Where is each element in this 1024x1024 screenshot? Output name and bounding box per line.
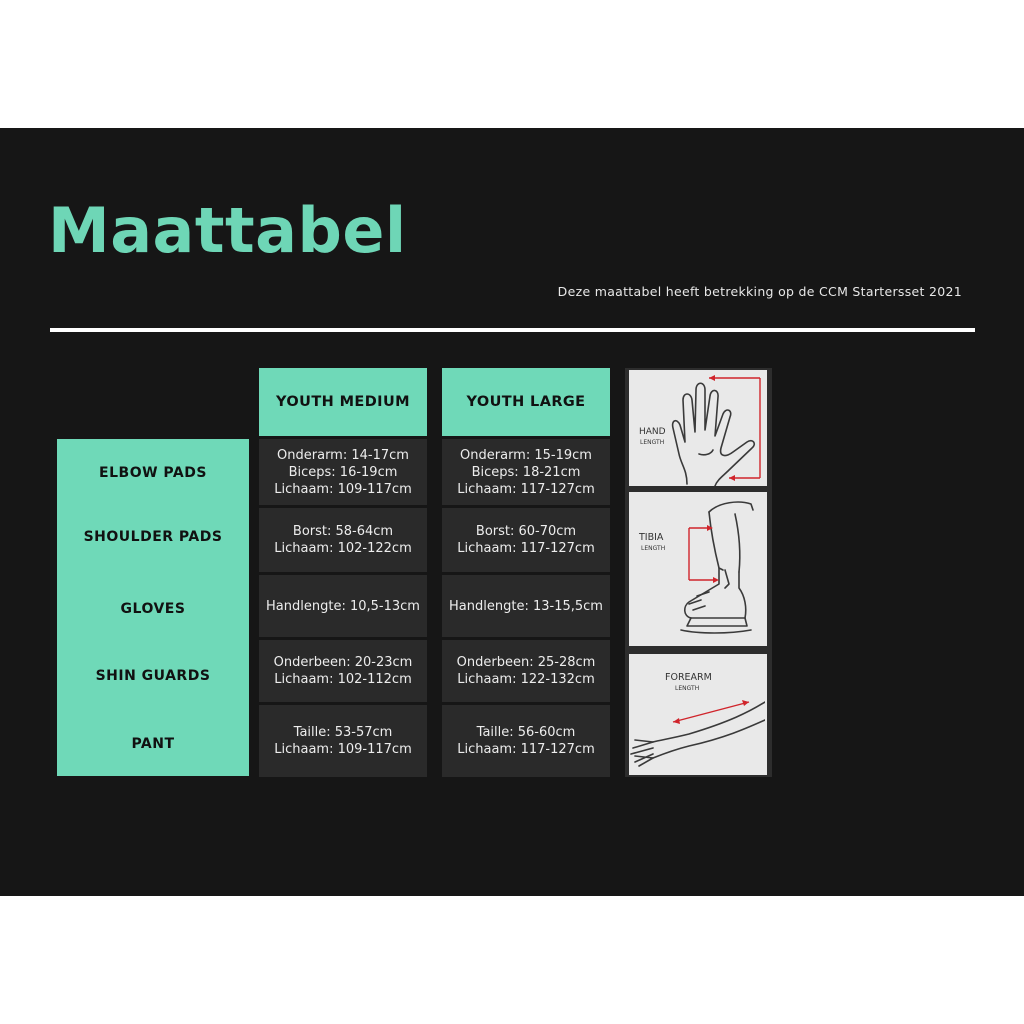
row-label-elbow-pads: ELBOW PADS <box>99 465 207 481</box>
cell-line: Biceps: 18-21cm <box>471 464 581 480</box>
forearm-length-illustration <box>629 654 767 775</box>
cell-line: Lichaam: 109-117cm <box>274 742 412 757</box>
row-label-gloves: GLOVES <box>120 601 186 617</box>
column-header-youth-large: YOUTH LARGE <box>442 368 610 436</box>
cell-line: Onderbeen: 25-28cm <box>456 655 596 670</box>
cell-line: Lichaam: 117-127cm <box>457 742 595 757</box>
row-label-column <box>57 439 249 776</box>
page-title: Maattabel <box>48 194 407 267</box>
cell-large-gloves <box>442 575 610 637</box>
forearm-label: FOREARM <box>665 672 712 683</box>
tibia-length-illustration <box>629 492 767 646</box>
tibia-label-sub: LENGTH <box>641 545 666 552</box>
hand-label-sub: LENGTH <box>640 439 665 446</box>
hand-icon <box>673 383 755 486</box>
cell-line: Borst: 58-64cm <box>292 524 394 539</box>
skate-leg-icon <box>681 502 753 633</box>
cell-medium-shin-guards <box>259 640 427 702</box>
divider <box>50 328 975 332</box>
cell-line: Onderarm: 14-17cm <box>277 447 409 463</box>
row-label-pant: PANT <box>131 736 175 752</box>
measure-arrow-icon <box>673 700 749 724</box>
measure-arrow-icon <box>689 525 719 583</box>
cell-line: Handlengte: 13-15,5cm <box>449 598 603 614</box>
hand-length-illustration <box>629 370 767 486</box>
cell-large-shin-guards <box>442 640 610 702</box>
row-label-shin-guards: SHIN GUARDS <box>95 668 211 684</box>
page-subtitle: Deze maattabel heeft betrekking op de CCM Startersset 2021 <box>557 284 962 299</box>
column-header-youth-medium: YOUTH MEDIUM <box>259 368 427 436</box>
cell-line: Lichaam: 102-112cm <box>274 672 412 687</box>
cell-line: Taille: 53-57cm <box>293 725 393 740</box>
cell-line: Onderarm: 15-19cm <box>460 447 592 463</box>
cell-line: Lichaam: 122-132cm <box>457 672 595 687</box>
cell-medium-pant <box>259 705 427 777</box>
forearm-label-sub: LENGTH <box>675 685 700 692</box>
cell-line: Lichaam: 117-127cm <box>457 481 595 497</box>
cell-line: Lichaam: 102-122cm <box>274 541 412 556</box>
row-label-shoulder-pads: SHOULDER PADS <box>83 529 223 545</box>
arm-icon <box>631 702 765 766</box>
size-chart-panel <box>0 128 1024 896</box>
cell-large-elbow-pads <box>442 439 610 505</box>
cell-medium-elbow-pads <box>259 439 427 505</box>
cell-line: Taille: 56-60cm <box>476 725 576 740</box>
tibia-label: TIBIA <box>639 532 664 543</box>
cell-line: Biceps: 16-19cm <box>288 464 398 480</box>
cell-line: Lichaam: 117-127cm <box>457 541 595 556</box>
cell-large-pant <box>442 705 610 777</box>
cell-line: Lichaam: 109-117cm <box>274 481 412 497</box>
cell-line: Onderbeen: 20-23cm <box>273 655 413 670</box>
cell-medium-shoulder-pads <box>259 508 427 572</box>
cell-large-shoulder-pads <box>442 508 610 572</box>
cell-medium-gloves <box>259 575 427 637</box>
cell-line: Borst: 60-70cm <box>475 524 577 539</box>
hand-label: HAND <box>639 427 666 437</box>
cell-line: Handlengte: 10,5-13cm <box>266 598 420 614</box>
